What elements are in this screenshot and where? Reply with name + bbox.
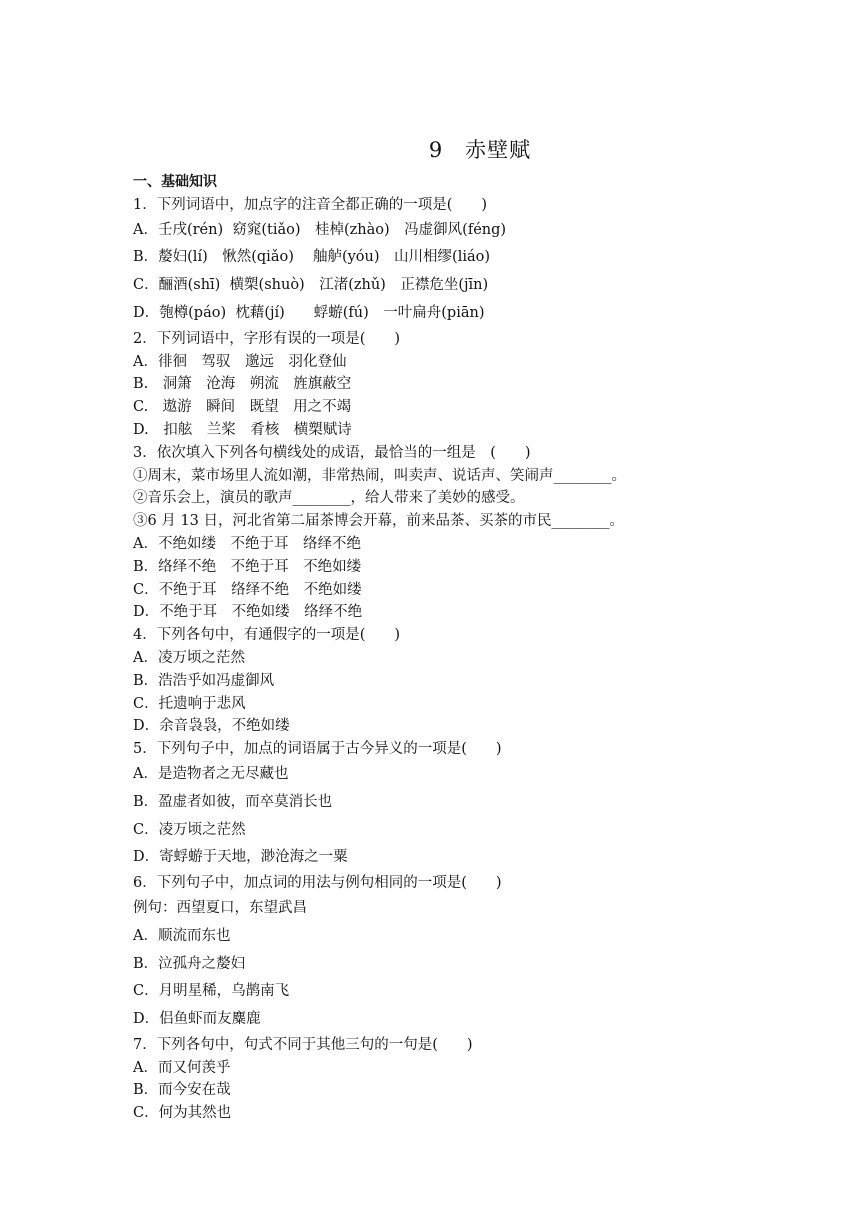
question-7-option-b: B．而今安在哉 [133, 1082, 231, 1099]
question-5-option-c: C．凌万顷之茫然 [133, 821, 246, 838]
question-3-sentence-3: ③6 月 13 日，河北省第二届茶博会开幕，前来品茶、买茶的市民________。 [133, 513, 625, 530]
question-1-option-c: C．酾酒(shī) 横槊(shuò) 江渚(zhǔ) 正襟危坐(jīn) [133, 277, 489, 294]
question-4-option-d: D．余音袅袅，不绝如缕 [133, 718, 290, 735]
question-5-option-b: B．盈虚者如彼，而卒莫消长也 [133, 793, 333, 810]
question-6-option-a: A．顺流而东也 [133, 927, 231, 944]
question-3-sentence-1: ①周末，菜市场里人流如潮，非常热闹，叫卖声、说话声、笑闹声________。 [133, 467, 626, 484]
question-3-option-c: C．不绝于耳 络绎不绝 不绝如缕 [133, 581, 362, 598]
question-2-option-d: D. 扣舷 兰桨 肴核 横槊赋诗 [133, 421, 352, 438]
question-list [133, 171, 733, 1125]
question-2-option-a: A．徘徊 驾驭 邈远 羽化登仙 [133, 353, 347, 370]
question-1-stem: 1．下列词语中，加点字的注音全都正确的一项是( ) [133, 196, 488, 213]
question-2-option-c: C. 遨游 瞬间 既望 用之不竭 [133, 399, 352, 416]
question-7-stem: 7．下列各句中，句式不同于其他三句的一句是( ) [133, 1036, 473, 1053]
question-3-option-a: A．不绝如缕 不绝于耳 络绎不绝 [133, 535, 361, 552]
question-2-stem: 2．下列词语中，字形有误的一项是( ) [133, 330, 401, 347]
question-3-option-d: D．不绝于耳 不绝如缕 络绎不绝 [133, 604, 363, 621]
page-title: 9 赤壁赋 [428, 138, 532, 162]
question-1-option-d: D．匏樽(páo) 枕藉(jí) 蜉蝣(fú) 一叶扁舟(piān) [133, 304, 485, 321]
question-6-stem: 6．下列句子中，加点词的用法与例句相同的一项是( ) [133, 875, 502, 892]
question-5-option-a: A．是造物者之无尽藏也 [133, 765, 289, 782]
section-heading: 一、基础知识 [133, 174, 217, 190]
question-4-option-a: A．凌万顷之茫然 [133, 649, 245, 666]
question-1-option-b: B．嫠妇(lí) 愀然(qiǎo) 舳舻(yóu) 山川相缪(liáo) [133, 249, 490, 266]
question-5-option-d: D．寄蜉蝣于天地，渺沧海之一粟 [133, 849, 348, 866]
question-5-stem: 5．下列句子中，加点的词语属于古今异义的一项是( ) [133, 741, 502, 758]
question-6-option-c: C．月明星稀，乌鹊南飞 [133, 983, 290, 1000]
question-4-option-c: C．托遗响于悲风 [133, 695, 246, 712]
question-7-option-a: A．而又何羡乎 [133, 1059, 231, 1076]
question-3-option-b: B．络绎不绝 不绝于耳 不绝如缕 [133, 558, 362, 575]
question-6-option-b: B．泣孤舟之嫠妇 [133, 955, 246, 972]
question-4-option-b: B．浩浩乎如冯虚御风 [133, 672, 275, 689]
question-1-option-a: A．壬戌(rén) 窈窕(tiǎo) 桂棹(zhào) 冯虚御风(féng) [133, 221, 507, 238]
question-3-sentence-2: ②音乐会上，演员的歌声________，给人带来了美妙的感受。 [133, 490, 525, 507]
question-4-stem: 4．下列各句中，有通假字的一项是( ) [133, 627, 401, 644]
question-7-option-c: C．何为其然也 [133, 1105, 232, 1122]
question-6-example: 例句：西望夏口，东望武昌 [133, 899, 307, 916]
question-6-option-d: D．侣鱼虾而友麋鹿 [133, 1011, 261, 1028]
question-2-option-b: B. 洞箫 沧海 朔流 旌旗蔽空 [133, 376, 352, 393]
question-3-stem: 3．依次填入下列各句横线处的成语，最恰当的一组是 ( ) [133, 444, 531, 461]
